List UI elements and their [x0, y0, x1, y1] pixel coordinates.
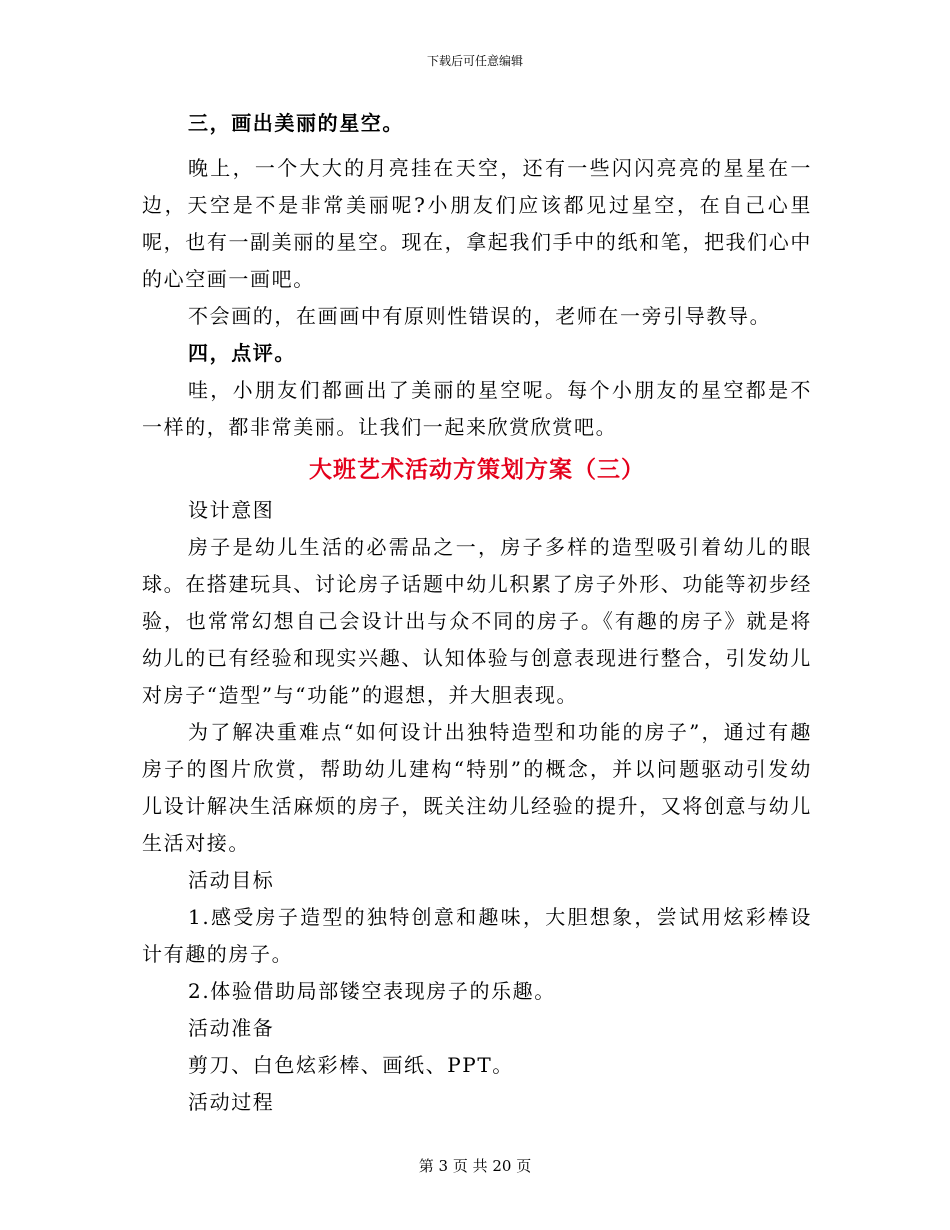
goal-item: 1.感受房子造型的独特创意和趣味，大胆想象，尝试用炫彩棒设计有趣的房子。: [142, 905, 812, 966]
paragraph: 为了解决重难点“如何设计出独特造型和功能的房子”，通过有趣房子的图片欣赏，帮助幼儿建构“特别”的概念，并以问题驱动引发幼儿设计解决生活麻烦的房子，既关注幼儿经验的提升，又将创意与幼儿生活对接。: [142, 720, 812, 855]
goal-heading: 活动目标: [188, 868, 275, 892]
plan-title: 大班艺术活动方策划方案（三）: [309, 456, 645, 483]
design-heading: 设计意图: [188, 498, 275, 522]
section-heading-3: 三，画出美丽的星空。: [188, 111, 404, 135]
section-heading-4: 四，点评。: [188, 341, 296, 365]
prep-list: 剪刀、白色炫彩棒、画纸、PPT。: [188, 1053, 514, 1077]
paragraph: 晚上，一个大大的月亮挂在天空，还有一些闪闪亮亮的星星在一边，天空是不是非常美丽呢?小朋友们应该都见过星空，在自己心里呢，也有一副美丽的星空。现在，拿起我们手中的纸和笔，把我们心中的心空画一画吧。: [142, 156, 812, 291]
goal-item: 2.体验借助局部镂空表现房子的乐趣。: [188, 979, 556, 1003]
page-header: 下载后可任意编辑: [426, 54, 523, 68]
paragraph: 房子是幼儿生活的必需品之一，房子多样的造型吸引着幼儿的眼球。在搭建玩具、讨论房子话题中幼儿积累了房子外形、功能等初步经验，也常常幻想自己会设计出与众不同的房子。《有趣的房子》就是将幼儿的已有经验和现实兴趣、认知体验与创意表现进行整合，引发幼儿对房子“造型”与“功能”的遐想，并大胆表现。: [142, 535, 812, 707]
paragraph: 哇，小朋友们都画出了美丽的星空呢。每个小朋友的星空都是不一样的，都非常美丽。让我们一起来欣赏欣赏吧。: [142, 378, 812, 439]
page-content: [142, 105, 812, 1121]
prep-heading: 活动准备: [188, 1016, 275, 1040]
page-footer: 第 3 页 共 20 页: [418, 1157, 532, 1175]
paragraph: 不会画的，在画画中有原则性错误的，老师在一旁引导教导。: [188, 304, 772, 328]
process-heading: 活动过程: [188, 1090, 275, 1114]
